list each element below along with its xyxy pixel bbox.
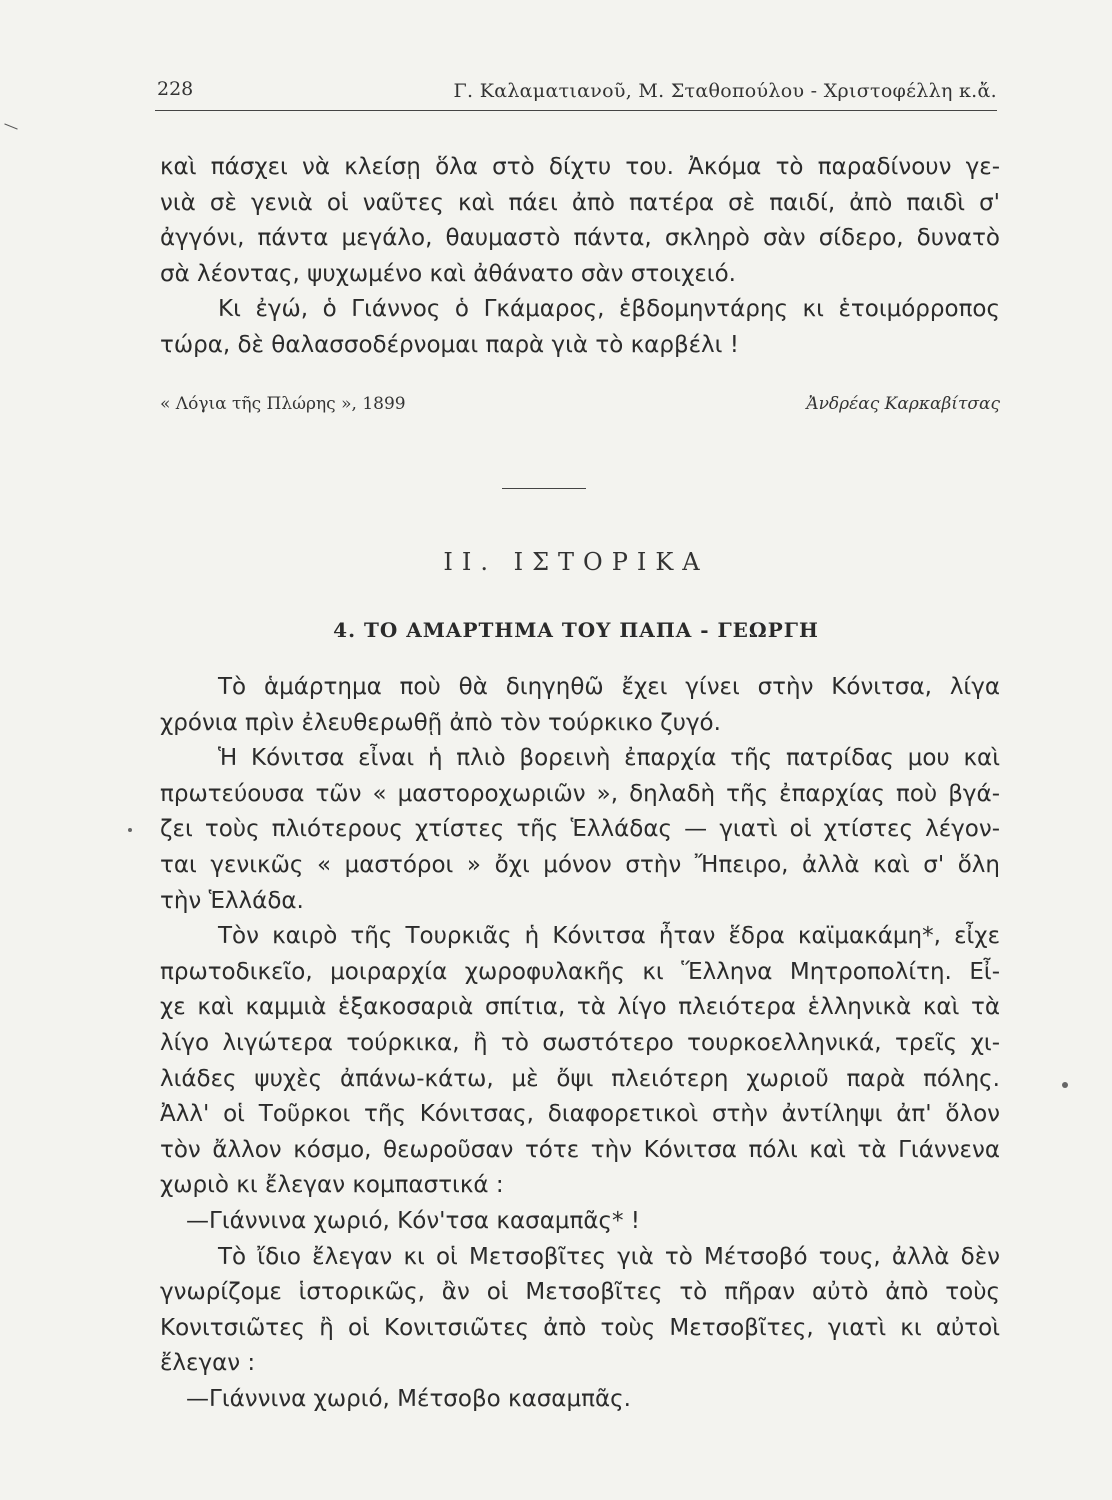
text-line: γνωρίζομε ἱστορικῶς, ἂν οἱ Μετσοβῖτες τὸ πῆραν αὐτὸ ἀπὸ τοὺς <box>160 1279 1000 1306</box>
separator-rule <box>502 488 586 489</box>
header-rule <box>155 110 997 111</box>
margin-mark <box>4 123 17 129</box>
text-line: σὰ λέοντας, ψυχωμένο καὶ ἀθάνατο σὰν στοιχειό. <box>160 260 736 287</box>
text-line: χωριὸ κι ἔλεγαν κομπαστικά : <box>160 1172 504 1199</box>
text-line: τώρα, δὲ θαλασσοδέρνομαι παρὰ γιὰ τὸ καρβέλι ! <box>160 331 739 358</box>
text-line: χε καὶ καμμιὰ ἑξακοσαριὰ σπίτια, τὰ λίγο πλειότερα ἑλληνικὰ καὶ τὰ <box>160 994 1000 1021</box>
attribution-source: « Λόγια τῆς Πλώρης », 1899 <box>160 394 406 414</box>
poem-end-text <box>160 150 1000 364</box>
text-line: πρωτεύουσα τῶν « μαστοροχωριῶν », δηλαδὴ τῆς ἐπαρχίας ποὺ βγά- <box>160 780 1000 807</box>
text-line: ται γενικῶς « μαστόροι » ὄχι μόνον στὴν Ἤπειρο, ἀλλὰ καὶ σ' ὅλη <box>160 851 1000 878</box>
text-line: νιὰ σὲ γενιὰ οἱ ναῦτες καὶ πάει ἀπὸ πατέρα σὲ παιδί, ἀπὸ παιδὶ σ' <box>160 189 1000 216</box>
running-head <box>157 78 997 108</box>
text-line: χρόνια πρὶν ἐλευθερωθῇ ἀπὸ τὸν τούρκικο ζυγό. <box>160 709 721 736</box>
text-line: Ἡ Κόνιτσα εἶναι ἡ πλιὸ βορεινὴ ἐπαρχία τῆς πατρίδας μου καὶ <box>218 745 1000 772</box>
running-head-authors: Γ. Καλαματιανοῦ, Μ. Σταθοπούλου - Χριστοφέλλη κ.ἄ. <box>453 80 997 102</box>
text-line: ζει τοὺς πλιότερους χτίστες τῆς Ἑλλάδας — γιατὶ οἱ χτίστες λέγον- <box>160 816 1000 843</box>
margin-dot <box>1062 1082 1068 1088</box>
text-line: πρωτοδικεῖο, μοιραρχία χωροφυλακῆς κι Ἕλληνα Μητροπολίτη. Εἶ- <box>160 958 1000 985</box>
text-line: λίγο λιγώτερα τούρκικα, ἢ τὸ σωστότερο τουρκοελληνικά, τρεῖς χι- <box>160 1029 1000 1056</box>
text-line: Ἀλλ' οἱ Τοῦρκοι τῆς Κόνιτσας, διαφορετικοὶ στὴν ἀντίληψι ἀπ' ὅλον <box>160 1101 1000 1128</box>
page-number: 228 <box>157 78 194 100</box>
text-line: ἀγγόνι, πάντα μεγάλο, θαυμαστὸ πάντα, σκληρὸ σὰν σίδερο, δυνατὸ <box>160 225 1000 252</box>
chapter-body-text <box>160 670 1000 1417</box>
section-title: II. ΙΣΤΟΡΙΚΑ <box>443 548 709 576</box>
text-line: Κι ἐγώ, ὁ Γιάννος ὁ Γκάμαρος, ἑβδομηντάρης κι ἑτοιμόρροπος <box>218 296 1000 323</box>
text-line: Τὸ ἁμάρτημα ποὺ θὰ διηγηθῶ ἔχει γίνει στὴν Κόνιτσα, λίγα <box>218 674 1000 700</box>
text-line: Τὸν καιρὸ τῆς Τουρκιᾶς ἡ Κόνιτσα ἦταν ἕδρα καϊμακάμη*, εἶχε <box>218 923 1000 950</box>
text-line: τὴν Ἑλλάδα. <box>160 887 304 914</box>
text-line: τὸν ἄλλον κόσμο, θεωροῦσαν τότε τὴν Κόνιτσα πόλι καὶ τὰ Γιάννενα <box>160 1136 1000 1163</box>
text-line: καὶ πάσχει νὰ κλείσῃ ὅλα στὸ δίχτυ του. Ἀκόμα τὸ παραδίνουν γε- <box>160 154 1000 180</box>
text-line: λιάδες ψυχὲς ἀπάνω-κάτω, μὲ ὄψι πλειότερη χωριοῦ παρὰ πόλης. <box>160 1065 1000 1092</box>
margin-dot <box>128 828 132 832</box>
text-line: Τὸ ἴδιο ἔλεγαν κι οἱ Μετσοβῖτες γιὰ τὸ Μέτσοβό τους, ἀλλὰ δὲν <box>218 1243 1000 1270</box>
text-line: —Γιάννινα χωριό, Μέτσοβο κασαμπᾶς. <box>186 1385 631 1412</box>
chapter-title: 4. ΤΟ ΑΜΑΡΤΗΜΑ ΤΟΥ ΠΑΠΑ - ΓΕΩΡΓΗ <box>333 618 819 642</box>
text-line: ἔλεγαν : <box>160 1350 256 1377</box>
text-line: Κονιτσιῶτες ἢ οἱ Κονιτσιῶτες ἀπὸ τοὺς Μετσοβῖτες, γιατὶ κι αὐτοὶ <box>160 1314 1000 1341</box>
attribution-author: Ἀνδρέας Καρκαβίτσας <box>806 394 1000 414</box>
text-line: —Γιάννινα χωριό, Κόν'τσα κασαμπᾶς* ! <box>186 1207 641 1234</box>
